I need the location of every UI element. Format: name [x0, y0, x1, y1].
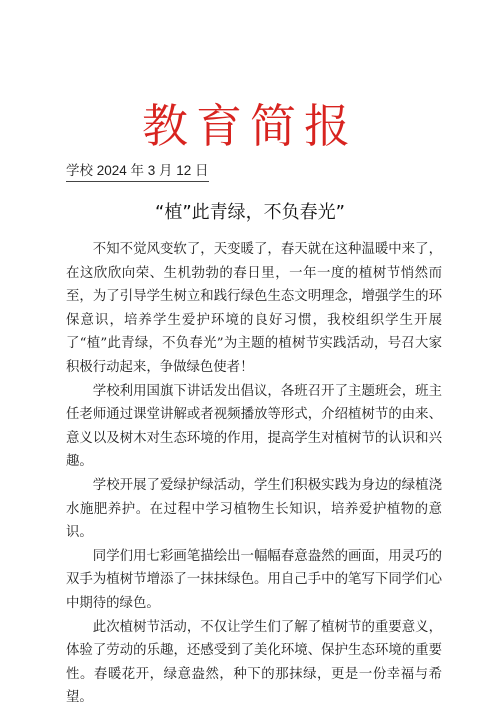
dateline: 学校 2024 年 3 月 12 日	[66, 162, 209, 182]
paragraph: 同学们用七彩画笔描绘出一幅幅春意盎然的画面，用灵巧的双手为植树节增添了一抹抹绿色。用自己手中的笔写下同学们心中期待的绿色。	[66, 548, 442, 611]
masthead-title: 教育简报	[142, 99, 358, 153]
article-body	[66, 238, 442, 710]
paragraph: 不知不觉风变软了，天变暖了，春天就在这种温暖中来了，在这欣欣向荣、生机勃勃的春日里，一年一度的植树节悄然而至，为了引导学生树立和践行绿色生态文明理念，增强学生的环保意识，培养学生爱护环境的良好习惯，我校组织学生开展了“植”此青绿，不负春光”为主题的植树节实践活动，号召大家积极行动起来，争做绿色使者！	[66, 242, 442, 375]
paragraph: 学校利用国旗下讲话发出倡议，各班召开了主题班会，班主任老师通过课堂讲解或者视频播放等形式，介绍植树节的由来、意义以及树木对生态环境的作用，提高学生对植树节的认识和兴趣。	[66, 383, 442, 470]
article-headline: “植”此青绿，不负春光”	[155, 202, 345, 223]
paragraph: 此次植树节活动，不仅让学生们了解了植树节的重要意义，体验了劳动的乐趣，还感受到了美化环境、保护生态环境的重要性。春暖花开，绿意盎然，种下的那抹绿，更是一份幸福与希望。	[66, 619, 442, 706]
paragraph: 学校开展了爱绿护绿活动，学生们积极实践为身边的绿植浇水施肥养护。在过程中学习植物生长知识，培养爱护植物的意识。	[66, 477, 442, 541]
